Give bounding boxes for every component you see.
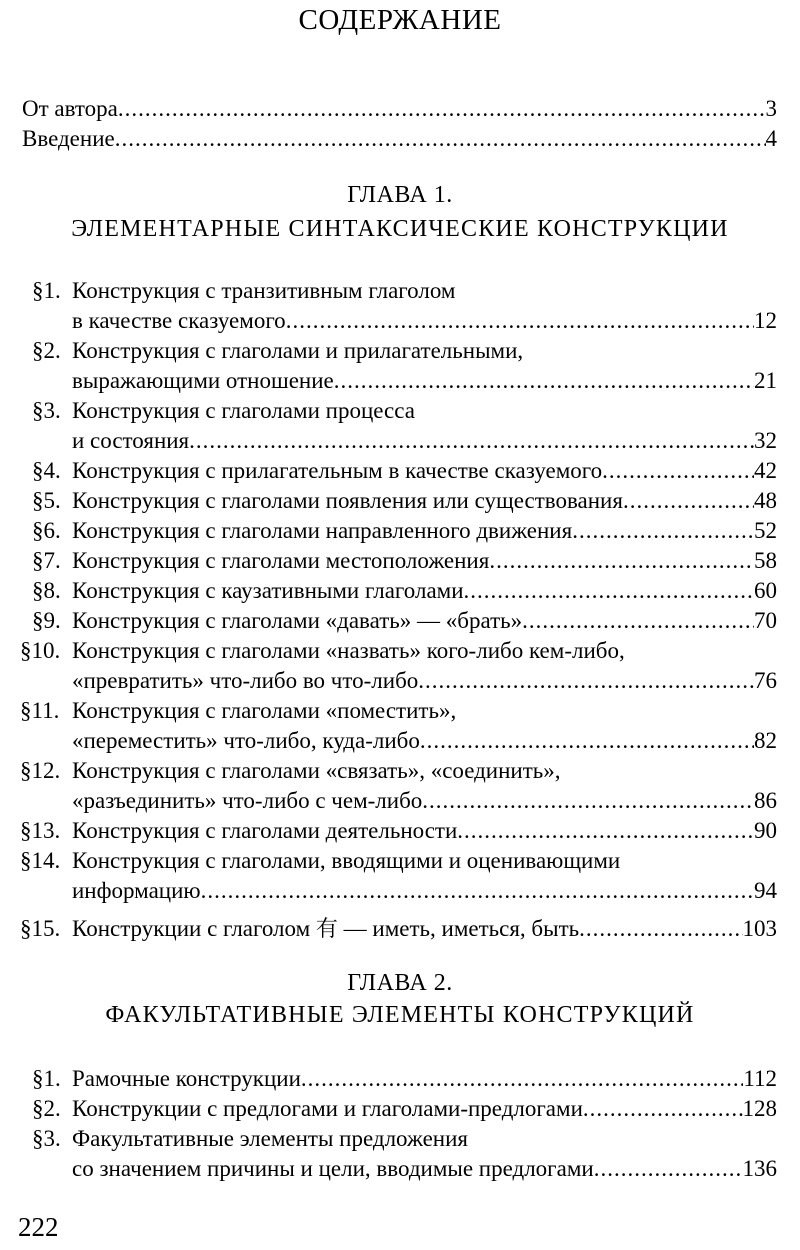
section-title-line: Факультативные элементы предложения: [72, 1126, 468, 1151]
section-title-line: Конструкция с глаголами «назвать» кого-либо кем-либо,: [72, 638, 625, 663]
section-number: §8.: [32, 578, 61, 603]
section-number: §1.: [32, 278, 61, 303]
entry-page: 58: [754, 548, 777, 573]
section-title: Конструкция с глаголами направленного движения: [72, 518, 573, 543]
entry-page: 3: [765, 96, 777, 121]
toc-entry-1-9: [72, 606, 777, 636]
entry-page: 128: [742, 1096, 777, 1121]
toc-entry-1-13: [72, 816, 777, 846]
section-title: Конструкция с каузативными глаголами: [72, 578, 464, 603]
section-title-line: «превратить» что-либо во что-либо: [72, 668, 419, 693]
section-title-line: со значением причины и цели, вводимые предлогами: [72, 1156, 594, 1181]
section-number: §5.: [32, 488, 61, 513]
section-number: §10.: [20, 638, 61, 663]
chapter-1-heading: ГЛАВА 1.: [347, 182, 453, 208]
section-title-line: и состояния: [72, 428, 190, 453]
chapter-2-heading: ГЛАВА 2.: [347, 970, 453, 996]
entry-page: 48: [754, 488, 777, 513]
section-number: §3.: [32, 1126, 61, 1151]
toc-entry-1-5: [72, 486, 777, 516]
section-title-line: информацию: [72, 878, 201, 903]
toc-entry-1-1: [72, 306, 777, 336]
section-number: §2.: [32, 1096, 61, 1121]
cjk-character: 有: [315, 917, 338, 942]
section-number: §14.: [20, 848, 61, 873]
section-title-line: «разъединить» что-либо с чем-либо: [72, 788, 423, 813]
section-title: Конструкция с глаголами «давать» — «брать»: [72, 608, 523, 633]
section-title-line: Конструкция с глаголами и прилагательными,: [72, 338, 524, 363]
section-title: Конструкция с глаголами появления или существования: [72, 488, 623, 513]
entry-page: 32: [754, 428, 777, 453]
section-number: §15.: [20, 916, 61, 941]
entry-page: 60: [754, 578, 777, 603]
entry-title: От автора: [22, 96, 118, 121]
toc-entry-1-10: [72, 666, 777, 696]
entry-page: 103: [742, 916, 777, 941]
entry-page: 136: [742, 1156, 777, 1181]
entry-page: 112: [743, 1066, 777, 1091]
toc-entry-1-6: [72, 516, 777, 546]
entry-page: 4: [765, 126, 777, 151]
section-title: Рамочные конструкции: [72, 1066, 301, 1091]
toc-entry-1-3: [72, 426, 777, 456]
section-number: §11.: [20, 698, 60, 723]
section-title: Конструкция с глаголами местоположения: [72, 548, 490, 573]
page-title: СОДЕРЖАНИЕ: [298, 4, 502, 36]
entry-page: 94: [754, 878, 777, 903]
entry-page: 90: [754, 818, 777, 843]
entry-page: 42: [754, 458, 777, 483]
section-number: §2.: [32, 338, 61, 363]
page-number: 222: [18, 1212, 59, 1242]
section-title-line: Конструкция с глаголами «поместить»,: [72, 698, 457, 723]
entry-page: 21: [754, 368, 777, 393]
section-number: §4.: [32, 458, 61, 483]
entry-page: 82: [754, 728, 777, 753]
entry-page: 76: [754, 668, 777, 693]
section-number: §9.: [32, 608, 61, 633]
entry-page: 86: [754, 788, 777, 813]
toc-entry-1-2: [72, 366, 777, 396]
toc-entry-intro: [22, 124, 777, 154]
toc-entry-author: [22, 94, 777, 124]
toc-entry-1-4: [72, 456, 777, 486]
section-title-line: Конструкция с глаголами «связать», «соединить»,: [72, 758, 561, 783]
section-number: §6.: [32, 518, 61, 543]
section-title-line: «переместить» что-либо, куда-либо: [72, 728, 420, 753]
entry-page: 70: [754, 608, 777, 633]
toc-entry-1-11: [72, 726, 777, 756]
toc-entry-1-7: [72, 546, 777, 576]
section-title-line: в качестве сказуемого: [72, 308, 286, 333]
toc-entry-2-3: [72, 1154, 777, 1184]
section-title-line: выражающими отношение: [72, 368, 334, 393]
chapter-1-subtitle: ЭЛЕМЕНТАРНЫЕ СИНТАКСИЧЕСКИЕ КОНСТРУКЦИИ: [71, 216, 729, 242]
section-title: Конструкции с предлогами и глаголами-предлогами: [72, 1096, 583, 1121]
chapter-2-subtitle: ФАКУЛЬТАТИВНЫЕ ЭЛЕМЕНТЫ КОНСТРУКЦИЙ: [105, 1002, 695, 1028]
section-number: §12.: [20, 758, 61, 783]
section-title-suffix: — иметь, иметься, быть: [343, 916, 580, 941]
section-title-line: Конструкция с глаголами процесса: [72, 398, 415, 423]
toc-entry-1-15: [72, 914, 777, 945]
section-title: Конструкции с глаголом: [72, 916, 311, 941]
entry-page: 52: [754, 518, 777, 543]
entry-title: Введение: [22, 126, 115, 151]
section-title: Конструкция с глаголами деятельности: [72, 818, 458, 843]
toc-entry-2-1: [72, 1064, 777, 1094]
section-number: §1.: [32, 1066, 61, 1091]
section-title: Конструкция с прилагательным в качестве сказуемого: [72, 458, 603, 483]
entry-page: 12: [754, 308, 777, 333]
section-number: §7.: [32, 548, 61, 573]
toc-entry-2-2: [72, 1094, 777, 1124]
toc-entry-1-14: [72, 876, 777, 906]
toc-entry-1-12: [72, 786, 777, 816]
toc-entry-1-8: [72, 576, 777, 606]
section-number: §13.: [20, 818, 61, 843]
section-number: §3.: [32, 398, 61, 423]
section-title-line: Конструкция с глаголами, вводящими и оценивающими: [72, 848, 621, 873]
section-title-line: Конструкция с транзитивным глаголом: [72, 278, 456, 303]
